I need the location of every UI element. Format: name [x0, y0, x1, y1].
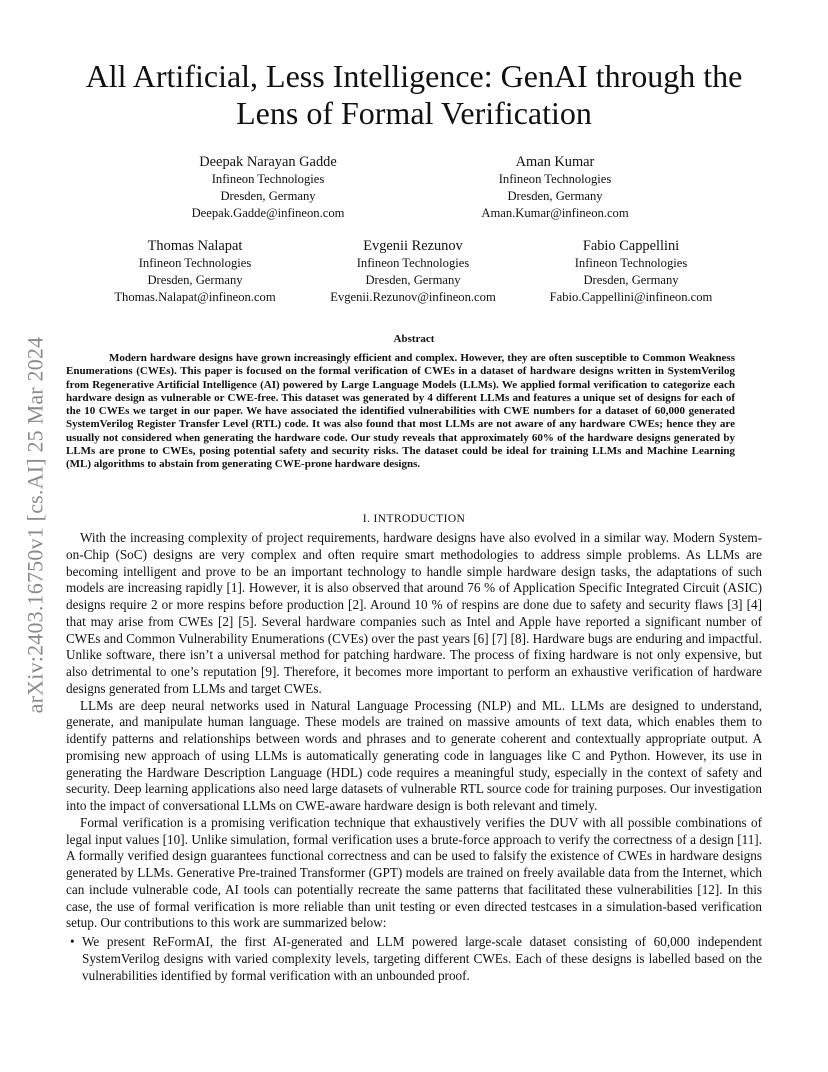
abstract-heading: Abstract: [393, 333, 435, 345]
author-name: Aman Kumar: [515, 154, 595, 170]
paragraph: With the increasing complexity of project requirements, hardware designs have also evolved in a similar way. Modern System-on-Chip (SoC) designs are very complex and often require smart methodologies to address simple problems. As LLMs are becoming intelligent and prove to be an important technology to handle simple hardware design tasks, the adaptations of such models are increasing rapidly [1]. However, it is also observed that around 76 % of Application Specific Integrated Circuit (ASIC) designs require 2 or more respins before production [2]. Around 10 % of respins are done due to safety and security flaws [3] [4] that may arise from CWEs [2] [5]. Several hardware companies such as Intel and Apple have reported a significant number of CWEs and Common Vulnerability Enumerations (CVEs) over the past years [6] [7] [8]. Hardware bugs are enduring and impactful. Unlike software, there isn’t a universal method for patching hardware. The process of fixing hardware is not only expensive, but also detrimental to one’s reputation [9]. Therefore, it becomes more important to perform an exhaustive verification of hardware designs generated from LLMs and target CWEs.: [66, 530, 762, 696]
author-affiliation: Infineon Technologies: [498, 172, 612, 186]
author-affiliation: Infineon Technologies: [211, 172, 325, 186]
author-name: Deepak Narayan Gadde: [199, 154, 337, 170]
contribution-list-item: [66, 934, 762, 984]
author-location: Dresden, Germany: [583, 273, 679, 287]
author-block: [455, 153, 655, 222]
author-email[interactable]: Evgenii.Rezunov@infineon.com: [330, 290, 496, 304]
author-location: Dresden, Germany: [220, 189, 316, 203]
paragraph: LLMs are deep neural networks used in Natural Language Processing (NLP) and ML. LLMs are designed to understand, generate, and manipulate human language. These models are trained on massive amounts of text data, which enables them to identify patterns and relationships between words and phrases and to generate coherent and contextually appropriate output. A promising new approach of using LLMs is automatically generating code in languages like C and Python. However, its use in generating the Hardware Description Language (HDL) code requires a meaningful study, especially in the context of safety and security. Deep learning applications also need large datasets of vulnerable RTL source code for training purposes. Our investigation into the impact of conversational LLMs on CWE-aware hardware design is both relevant and timely.: [66, 697, 762, 813]
author-email[interactable]: Deepak.Gadde@infineon.com: [191, 206, 345, 220]
author-block: [528, 237, 734, 306]
author-email[interactable]: Fabio.Cappellini@infineon.com: [549, 290, 713, 304]
author-block: [308, 237, 518, 306]
author-name: Evgenii Rezunov: [363, 238, 463, 254]
author-name: Fabio Cappellini: [582, 238, 680, 254]
bullet-text: We present ReFormAI, the first AI-generated and LLM powered large-scale dataset consisting of 60,000 independent SystemVerilog designs with varied complexity levels, targeting different CWEs. Each of these designs is labelled based on the vulnerabilities identified by formal verification with an unbounded proof.: [82, 934, 762, 983]
author-location: Dresden, Germany: [365, 273, 461, 287]
author-location: Dresden, Germany: [507, 189, 603, 203]
author-location: Dresden, Germany: [147, 273, 243, 287]
author-block: [95, 237, 295, 306]
author-email[interactable]: Thomas.Nalapat@infineon.com: [114, 290, 276, 304]
author-affiliation: Infineon Technologies: [138, 256, 252, 270]
paper-title: All Artificial, Less Intelligence: GenAI through the Lens of Formal Verification: [85, 58, 743, 131]
author-block: [168, 153, 368, 222]
arxiv-sidebar-stamp: [20, 290, 50, 760]
section-heading: I. INTRODUCTION: [362, 513, 466, 525]
bullet-icon: •: [70, 934, 75, 949]
author-affiliation: Infineon Technologies: [574, 256, 688, 270]
author-email[interactable]: Aman.Kumar@infineon.com: [481, 206, 629, 220]
arxiv-id[interactable]: arXiv:2403.16750v1 [cs.AI] 25 Mar 2024: [22, 336, 47, 714]
abstract-text: Modern hardware designs have grown increasingly efficient and complex. However, they are often susceptible to Common Weakness Enumerations (CWEs). This paper is focused on the formal verification of CWEs in a dataset of hardware designs written in SystemVerilog from Regenerative Artificial Intelligence (AI) powered by Large Language Models (LLMs). We applied formal verification to categorize each hardware design as vulnerable or CWE-free. This dataset was generated by 4 different LLMs and features a unique set of designs for each of the 10 CWEs we target in our paper. We have associated the identified vulnerabilities with CWE numbers for a dataset of 60,000 generated SystemVerilog Register Transfer Level (RTL) code. It was also found that most LLMs are not aware of any hardware CWEs; hence they are usually not considered when generating the hardware code. Our study reveals that approximately 60% of the hardware designs generated by LLMs are prone to CWEs, posing potential safety and security risks. The dataset could be ideal for training LLMs and Machine Learning (ML) algorithms to abstain from generating CWE-prone hardware designs.: [66, 352, 735, 471]
paragraph: Formal verification is a promising verification technique that exhaustively verifies the DUV with all possible combinations of legal input values [10]. Unlike simulation, formal verification uses a brute-force approach to verify the correctness of a design [11]. A formally verified design guarantees functional correctness and can be used to falsify the existence of CWEs in hardware designs generated by LLMs. Generative Pre-trained Transformer (GPT) models are trained on freely available data from the Internet, which can include vulnerable code, AI tools can potentially recreate the same patterns that facilitated these vulnerabilities [12]. In this case, the use of formal verification is more reliable than unit testing or even directed testcases in a simulation-based verification setup. Our contributions to this work are summarized below:: [66, 814, 762, 931]
author-name: Thomas Nalapat: [147, 238, 243, 254]
body-text: [66, 530, 762, 984]
author-affiliation: Infineon Technologies: [356, 256, 470, 270]
